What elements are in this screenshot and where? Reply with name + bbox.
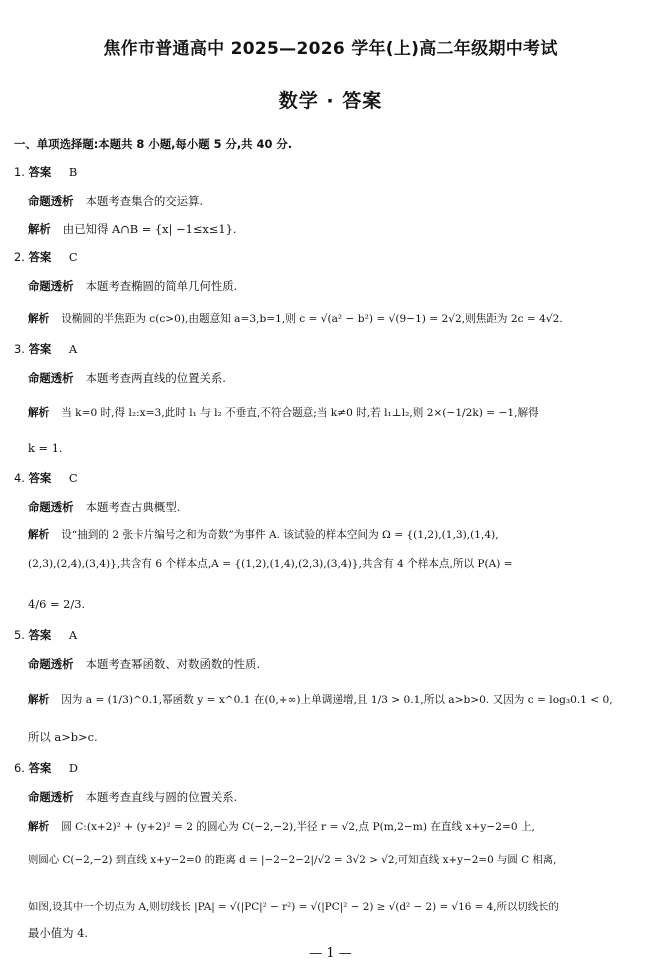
question-1-focus — [28, 193, 203, 209]
focus-text: 本题考查古典概型. — [85, 500, 181, 514]
exam-subtitle: 数学 · 答案 — [278, 90, 383, 112]
focus-label: 命题透析 — [28, 657, 74, 671]
analysis-line: (2,3),(2,4),(3,4)},共含有 6 个样本点,A = {(1,2),(1,4),(2,3),(3,4)},共含有 4 个样本点,所以 P(A) = — [28, 558, 513, 570]
question-4-answer-row — [14, 470, 78, 486]
analysis-label: 解析 — [28, 222, 51, 236]
analysis-label: 解析 — [28, 529, 50, 541]
focus-text: 本题考查幂函数、对数函数的性质. — [85, 657, 261, 671]
analysis-line: k = 1. — [28, 441, 63, 455]
focus-text: 本题考查两直线的位置关系. — [85, 371, 226, 385]
analysis-label: 解析 — [28, 313, 50, 325]
analysis-line: 当 k=0 时,得 l₂:x=3,此时 l₁ 与 l₂ 不垂直,不符合题意;当 k≠0 时,若 l₁⊥l₂,则 2×(−1/2k) = −1,解得 — [61, 407, 539, 419]
analysis-line: 圆 C:(x+2)² + (y+2)² = 2 的圆心为 C(−2,−2),半径 r = √2,点 P(m,2−m) 在直线 x+y−2=0 上, — [61, 821, 535, 833]
analysis-line: 因为 a = (1/3)^0.1,幂函数 y = x^0.1 在(0,+∞)上单调递增,且 1/3 > 0.1,所以 a>b>0. 又因为 c = log₃0.1 < 0, — [61, 694, 613, 706]
question-2-analysis — [28, 311, 563, 327]
question-1-analysis — [28, 221, 236, 237]
focus-text: 本题考查直线与圆的位置关系. — [85, 790, 238, 804]
question-3-analysis — [28, 405, 539, 421]
focus-label: 命题透析 — [28, 279, 74, 293]
section-heading: 一、单项选择题:本题共 8 小题,每小题 5 分,共 40 分. — [14, 137, 293, 151]
focus-label: 命题透析 — [28, 371, 74, 385]
analysis-line: 如图,设其中一个切点为 A,则切线长 |PA| = √(|PC|² − r²) = √(|PC|² − 2) ≥ √(d² − 2) = √16 = 4,所以切线长的 — [28, 901, 559, 913]
question-3-focus — [28, 370, 226, 386]
question-number: 1. — [14, 165, 25, 179]
question-3-answer-row — [14, 341, 77, 357]
question-6-focus — [28, 789, 237, 805]
question-4-focus — [28, 499, 180, 515]
answer-value: D — [68, 761, 79, 775]
analysis-line: 设椭圆的半焦距为 c(c>0),由题意知 a=3,b=1,则 c = √(a² − b²) = √(9−1) = 2√2,则焦距为 2c = 4√2. — [61, 313, 563, 325]
focus-label: 命题透析 — [28, 500, 74, 514]
analysis-label: 解析 — [28, 407, 50, 419]
answer-value: A — [68, 628, 78, 642]
answer-label: 答案 — [28, 165, 52, 179]
answer-label: 答案 — [28, 628, 52, 642]
question-1-answer-row — [14, 164, 77, 180]
analysis-line: 最小值为 4. — [28, 926, 89, 940]
question-number: 5. — [14, 628, 25, 642]
question-2-answer-row — [14, 249, 78, 265]
analysis-label: 解析 — [28, 821, 50, 833]
answer-value: C — [68, 250, 78, 264]
question-5-analysis — [28, 692, 613, 708]
analysis-line: 设“抽到的 2 张卡片编号之和为奇数”为事件 A. 该试验的样本空间为 Ω = {(1,2),(1,3),(1,4), — [61, 529, 499, 541]
analysis-label: 解析 — [28, 694, 50, 706]
answer-value: B — [68, 165, 78, 179]
analysis-line: 所以 a>b>c. — [28, 730, 98, 744]
focus-text: 本题考查椭圆的简单几何性质. — [85, 279, 238, 293]
answer-value: C — [68, 471, 78, 485]
focus-text: 本题考查集合的交运算. — [85, 194, 204, 208]
question-number: 6. — [14, 761, 25, 775]
analysis-line: 则圆心 C(−2,−2) 到直线 x+y−2=0 的距离 d = |−2−2−2|/√2 = 3√2 > √2,可知直线 x+y−2=0 与圆 C 相离, — [28, 854, 557, 866]
focus-label: 命题透析 — [28, 790, 74, 804]
answer-label: 答案 — [28, 342, 52, 356]
question-4-analysis — [28, 527, 499, 543]
question-5-focus — [28, 656, 260, 672]
analysis-line: 由已知得 A∩B = {x| −1≤x≤1}. — [62, 222, 237, 236]
question-number: 4. — [14, 471, 25, 485]
page-number: — 1 — — [309, 946, 352, 961]
question-number: 3. — [14, 342, 25, 356]
question-number: 2. — [14, 250, 25, 264]
analysis-line: 4/6 = 2/3. — [28, 597, 86, 611]
answer-label: 答案 — [28, 761, 52, 775]
exam-title: 焦作市普通高中 2025—2026 学年(上)高二年级期中考试 — [103, 39, 558, 59]
answer-label: 答案 — [28, 471, 52, 485]
question-6-analysis — [28, 819, 535, 835]
question-2-focus — [28, 278, 237, 294]
question-6-answer-row — [14, 760, 78, 776]
answer-label: 答案 — [28, 250, 52, 264]
answer-value: A — [68, 342, 78, 356]
question-5-answer-row — [14, 627, 77, 643]
focus-label: 命题透析 — [28, 194, 74, 208]
